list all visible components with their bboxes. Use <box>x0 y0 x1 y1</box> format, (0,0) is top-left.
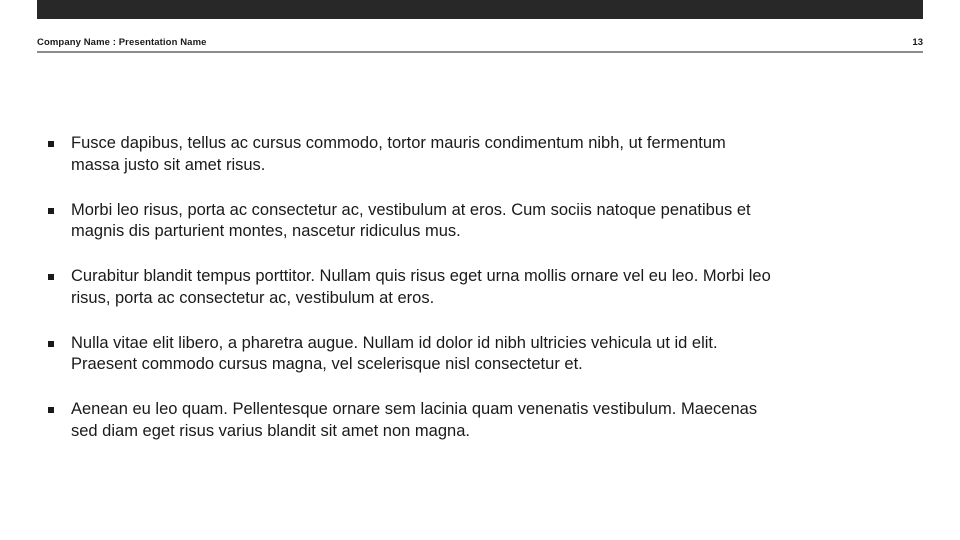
square-bullet-icon <box>48 341 54 347</box>
square-bullet-icon <box>48 141 54 147</box>
list-item-text: Morbi leo risus, porta ac consectetur ac, vestibulum at eros. Cum sociis natoque penatibus et magnis dis parturient montes, nascetur ridiculus mus. <box>71 200 751 240</box>
list-item <box>48 200 908 243</box>
list-item <box>48 399 908 442</box>
bullet-list <box>48 133 908 442</box>
slide-header <box>37 33 923 51</box>
list-item-text: Nulla vitae elit libero, a pharetra augue. Nullam id dolor id nibh ultricies vehicula ut id elit. Praesent commodo cursus magna, vel scelerisque nisl consectetur et. <box>71 333 718 373</box>
header-divider <box>37 51 923 53</box>
list-item <box>48 266 908 309</box>
square-bullet-icon <box>48 274 54 280</box>
header-title: Company Name : Presentation Name <box>37 36 207 48</box>
list-item-text: Curabitur blandit tempus porttitor. Nullam quis risus eget urna mollis ornare vel eu leo. Morbi leo risus, porta ac consectetur ac, vestibulum at eros. <box>71 267 771 307</box>
top-decorative-bar <box>37 0 923 19</box>
list-item <box>48 333 908 376</box>
list-item-text: Aenean eu leo quam. Pellentesque ornare sem lacinia quam venenatis vestibulum. Maecenas sed diam eget risus varius blandit sit amet non magna. <box>71 400 758 440</box>
list-item <box>48 133 908 176</box>
list-item-text: Fusce dapibus, tellus ac cursus commodo, tortor mauris condimentum nibh, ut fermentum massa justo sit amet risus. <box>71 134 726 174</box>
page-number: 13 <box>912 36 923 48</box>
square-bullet-icon <box>48 208 54 214</box>
square-bullet-icon <box>48 407 54 413</box>
